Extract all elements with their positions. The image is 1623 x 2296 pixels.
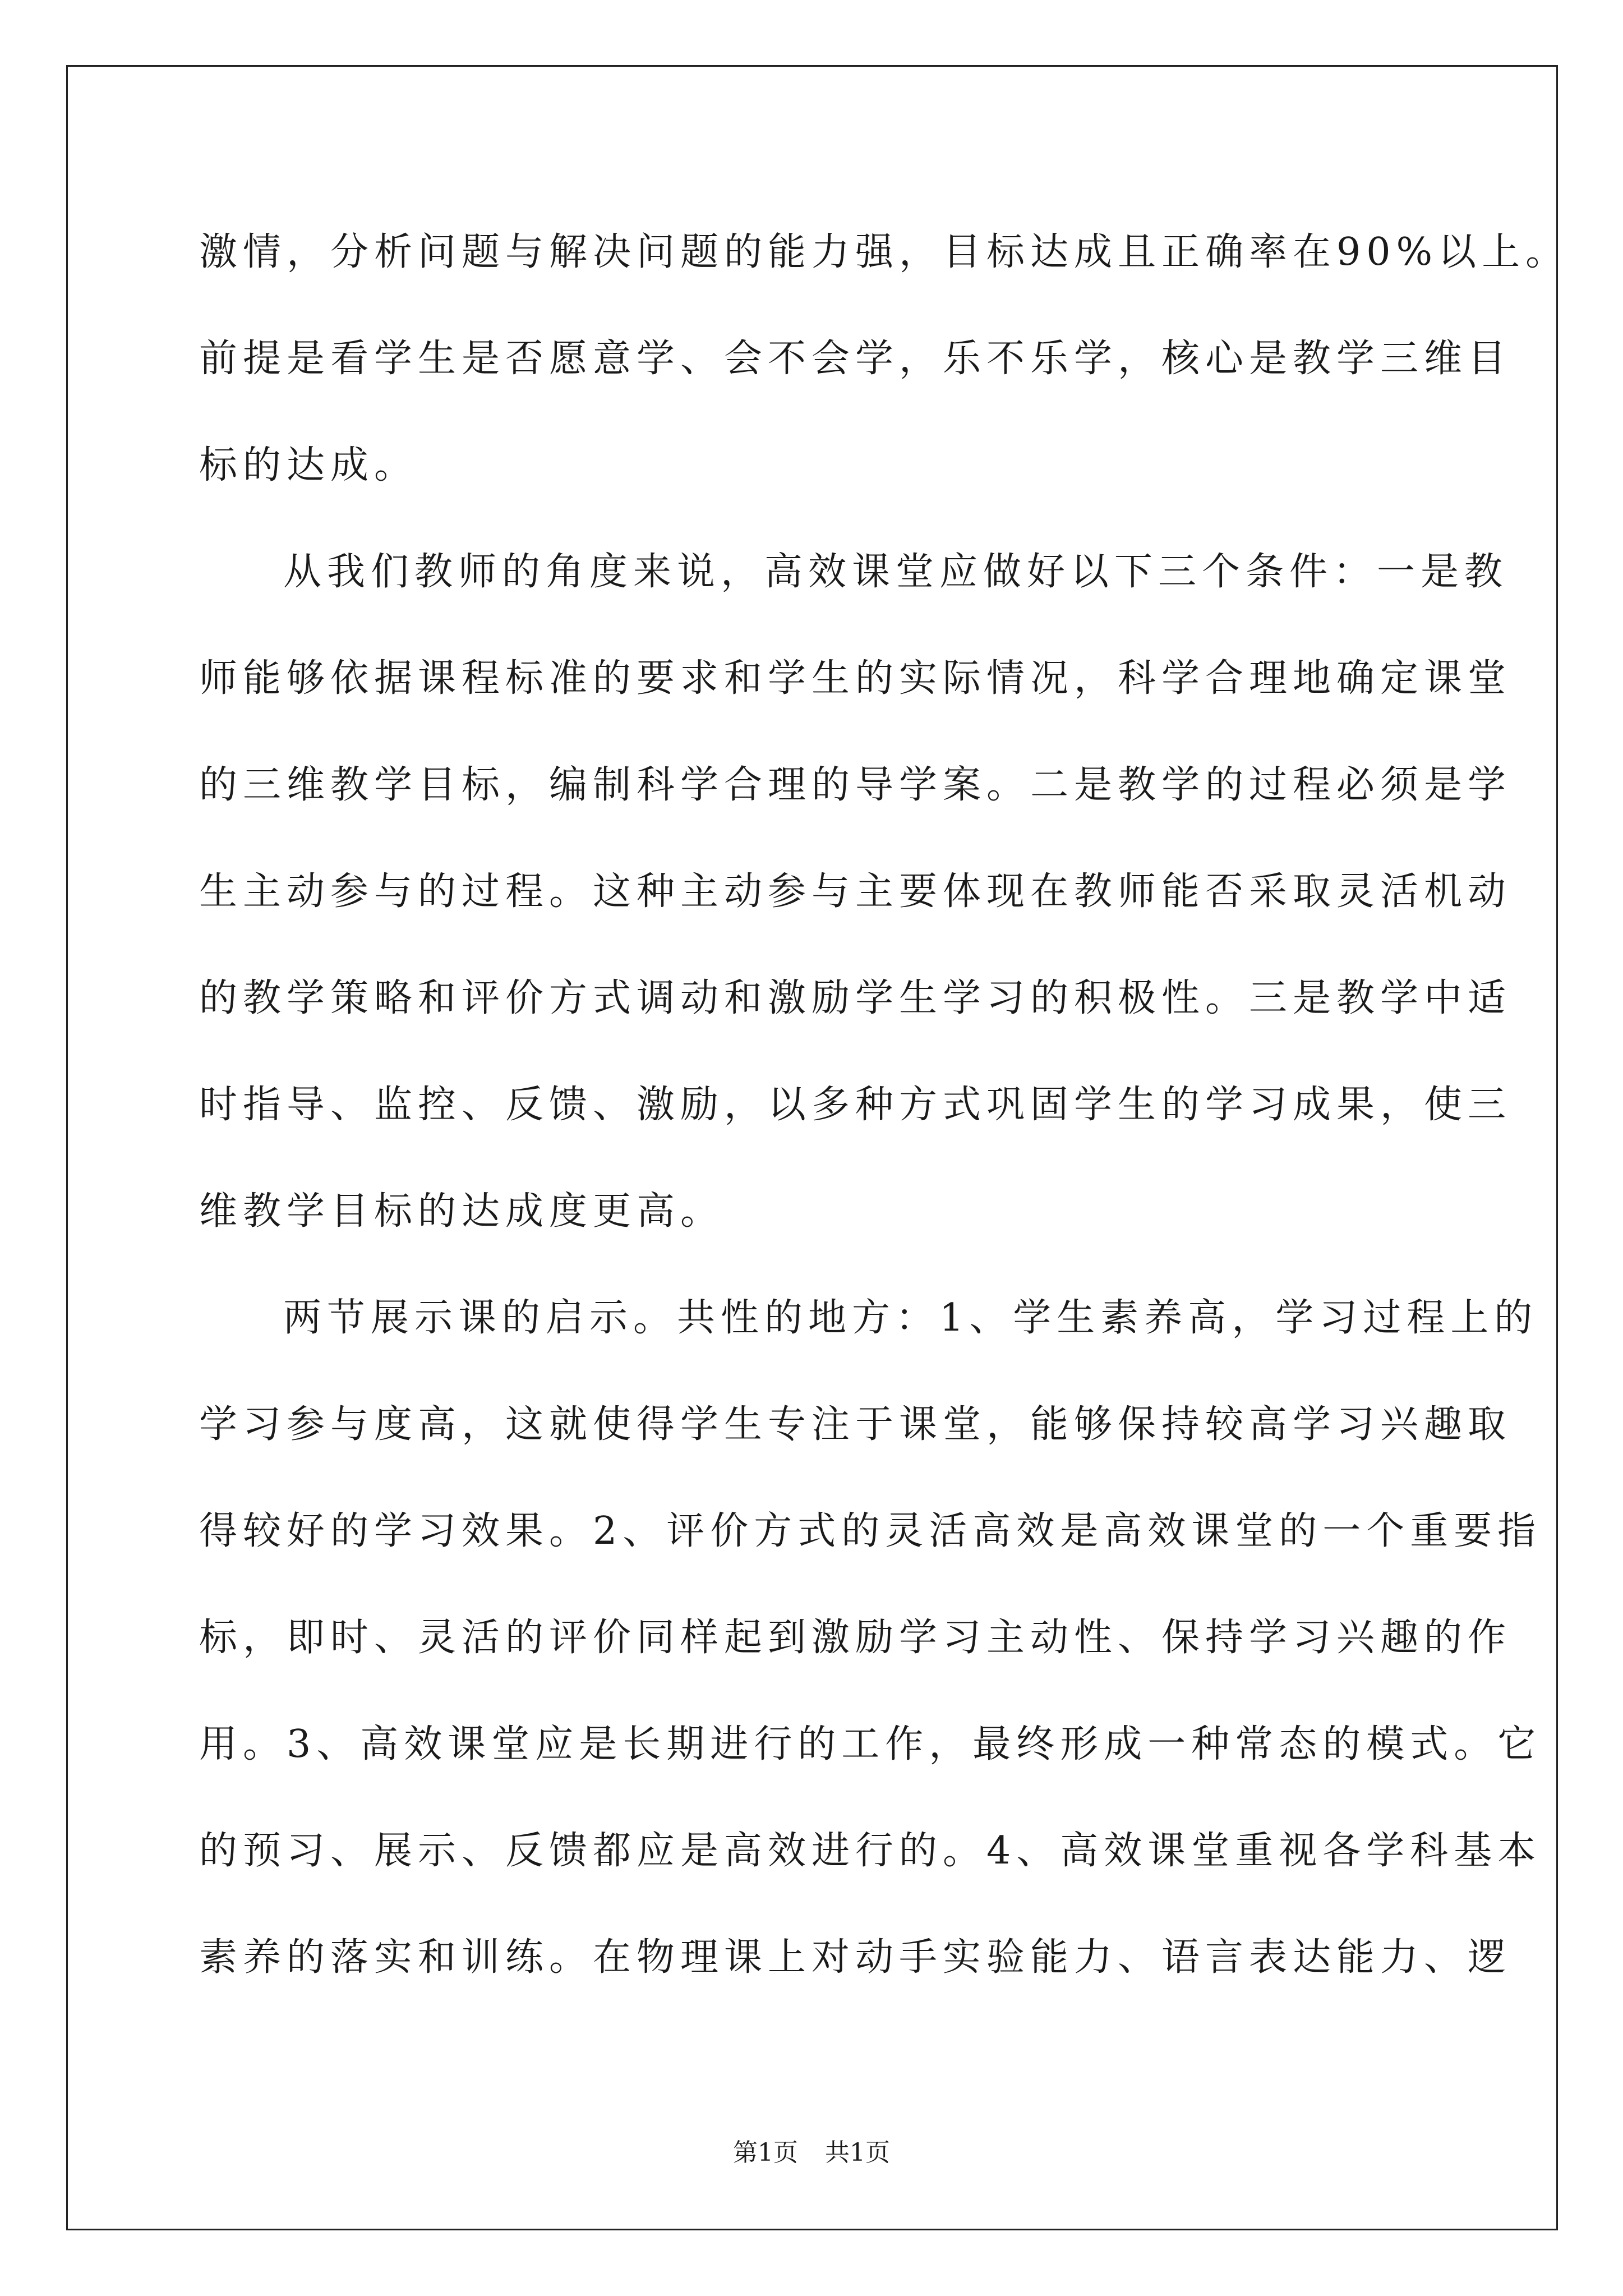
paragraph-first-line: 两节展示课的启示。共性的地方：1、学生素养高，学习过程上的 — [283, 1296, 1538, 1340]
text-line: 学习参与度高，这就使得学生专注于课堂，能够保持较高学习兴趣取 — [199, 1402, 1512, 1447]
text-line: 生主动参与的过程。这种主动参与主要体现在教师能否采取灵活机动 — [199, 869, 1512, 914]
text-line: 得较好的学习效果。2、评价方式的灵活高效是高效课堂的一个重要指 — [199, 1509, 1542, 1553]
text-line: 时指导、监控、反馈、激励，以多种方式巩固学生的学习成果，使三 — [199, 1083, 1512, 1127]
text-line: 维教学目标的达成度更高。 — [199, 1189, 725, 1234]
text-line: 用。3、高效课堂应是长期进行的工作，最终形成一种常态的模式。它 — [199, 1722, 1542, 1766]
page-number: 第1页 — [733, 2138, 798, 2167]
page-total: 共1页 — [825, 2138, 890, 2167]
text-line: 素养的落实和训练。在物理课上对动手实验能力、语言表达能力、逻 — [199, 1935, 1512, 1980]
text-line: 的教学策略和评价方式调动和激励学生学习的积极性。三是教学中适 — [199, 976, 1512, 1020]
text-line: 标的达成。 — [199, 443, 418, 487]
text-line: 的三维教学目标，编制科学合理的导学案。二是教学的过程必须是学 — [199, 763, 1512, 807]
text-line: 激情，分析问题与解决问题的能力强，目标达成且正确率在90%以上。 — [199, 230, 1570, 274]
document-body — [199, 199, 1570, 2011]
text-line: 的预习、展示、反馈都应是高效进行的。4、高效课堂重视各学科基本 — [199, 1829, 1542, 1873]
page-footer — [0, 2136, 1623, 2170]
text-line: 标，即时、灵活的评价同样起到激励学习主动性、保持学习兴趣的作 — [199, 1616, 1512, 1660]
text-line: 师能够依据课程标准的要求和学生的实际情况，科学合理地确定课堂 — [199, 656, 1512, 701]
text-line: 前提是看学生是否愿意学、会不会学，乐不乐学，核心是教学三维目 — [199, 337, 1512, 381]
paragraph-first-line: 从我们教师的角度来说，高效课堂应做好以下三个条件：一是教 — [283, 550, 1509, 594]
